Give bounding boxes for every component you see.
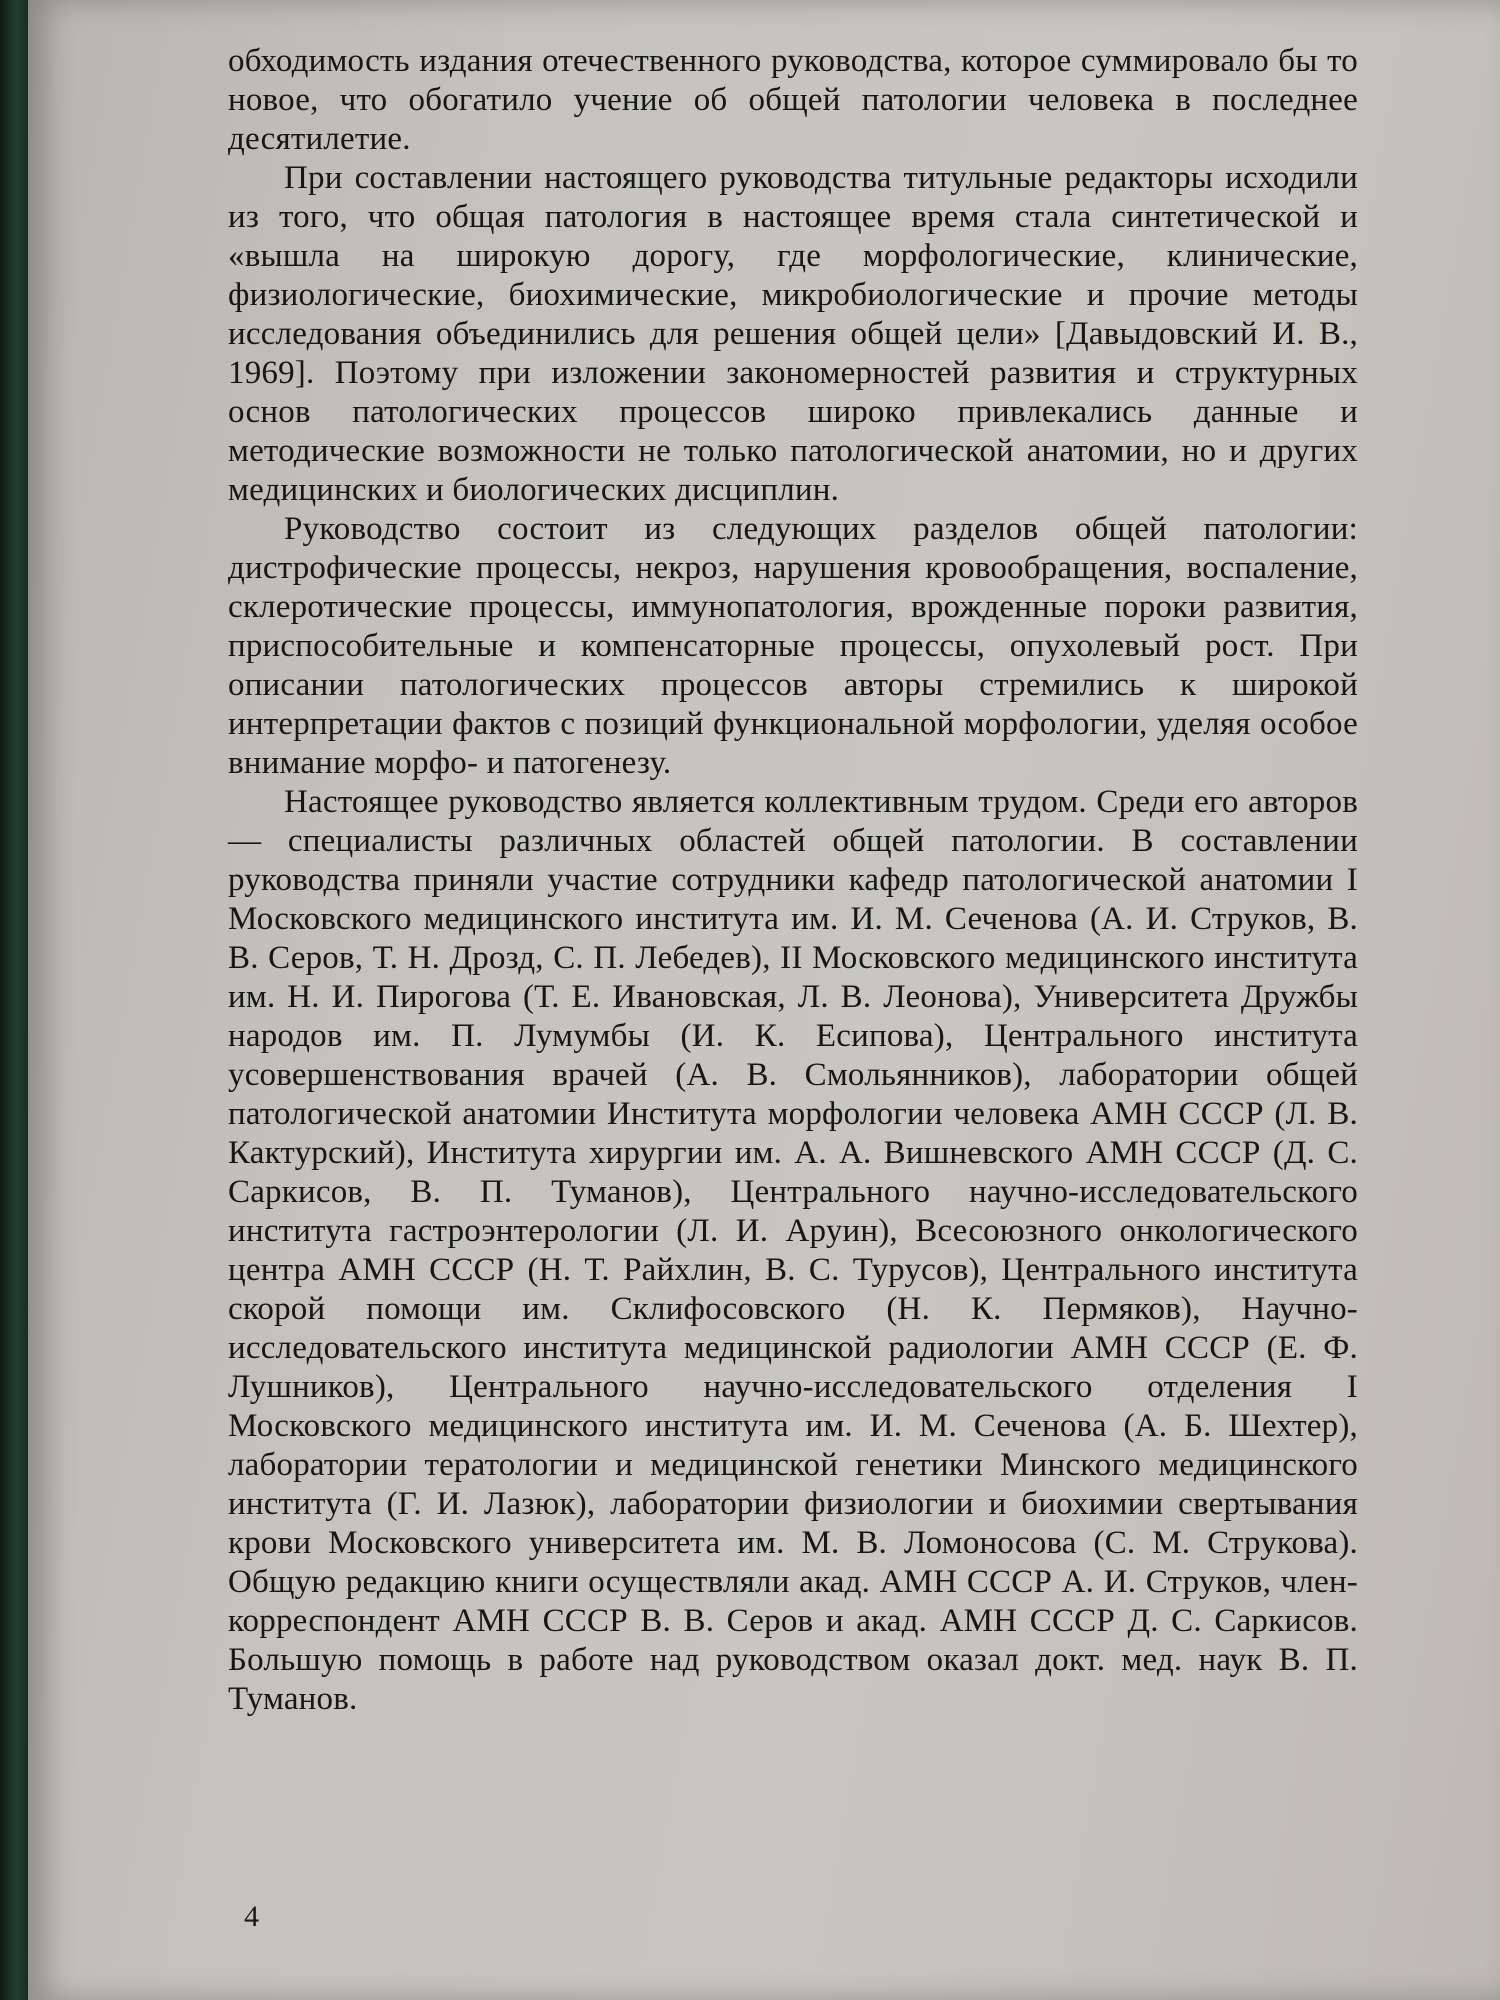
book-binding-edge bbox=[0, 0, 28, 2000]
paragraph-2: При составлении настоящего руководства титульные редакторы исходили из того, что общая патология в настоящее время стала синтетической и «вышла на широкую дорогу, где морфологические, клинические, физиологические, биохимические, микробиологические и прочие методы исследования объединились для решения общей цели» [Давыдовский И. В., 1969]. Поэтому при изложении закономерностей развития и структурных основ патологических процессов широко привлекались данные и методические возможности не только патологической анатомии, но и других медицинских и биологических дисциплин. bbox=[228, 160, 1358, 508]
paragraph-3: Руководство состоит из следующих разделов общей патологии: дистрофические процессы, некроз, нарушения кровообращения, воспаление, склеротические процессы, иммунопатология, врожденные пороки развития, приспособительные и компенсаторные процессы, опухолевый рост. При описании патологических процессов авторы стремились к широкой интерпретации фактов с позиций функциональной морфологии, уделяя особое внимание морфо- и патогенезу. bbox=[228, 511, 1358, 781]
paragraph-4: Настоящее руководство является коллективным трудом. Среди его авторов — специалисты различных областей общей патологии. В составлении руководства приняли участие сотрудники кафедр патологической анатомии I Московского медицинского института им. И. М. Сеченова (А. И. Струков, В. В. Серов, Т. Н. Дрозд, С. П. Лебедев), II Московского медицинского института им. Н. И. Пирогова (Т. Е. Ивановская, Л. В. Леонова), Университета Дружбы народов им. П. Лумумбы (И. К. Есипова), Центрального института усовершенствования врачей (А. В. Смольянников), лаборатории общей патологической анатомии Института морфологии человека АМН СССР (Л. В. Кактурский), Института хирургии им. А. А. Вишневского АМН СССР (Д. С. Саркисов, В. П. Туманов), Центрального научно-исследовательского института гастроэнтерологии (Л. И. Аруин), Всесоюзного онкологического центра АМН СССР (Н. Т. Райхлин, В. С. Турусов), Центрального института скорой помощи им. Склифосовского (Н. К. Пермяков), Научно-исследовательского института медицинской радиологии АМН СССР (Е. Ф. Лушников), Центрального научно-исследовательского отделения I Московского медицинского института им. И. М. Сеченова (А. Б. Шехтер), лаборатории тератологии и медицинской генетики Минского медицинского института (Г. И. Лазюк), лаборатории физиологии и биохимии свертывания крови Московского университета им. М. В. Ломоносова (С. М. Струкова). Общую редакцию книги осуществляли акад. АМН СССР А. И. Струков, член-корреспондент АМН СССР В. В. Серов и акад. АМН СССР Д. С. Саркисов. Большую помощь в работе над руководством оказал докт. мед. наук В. П. Туманов. bbox=[228, 784, 1358, 1717]
page-number: 4 bbox=[244, 1900, 259, 1933]
book-page bbox=[28, 0, 1500, 2000]
body-text bbox=[228, 42, 1358, 1719]
paragraph-1: обходимость издания отечественного руководства, которое суммировало бы то новое, что обогатило учение об общей патологии человека в последнее десятилетие. bbox=[228, 43, 1358, 157]
